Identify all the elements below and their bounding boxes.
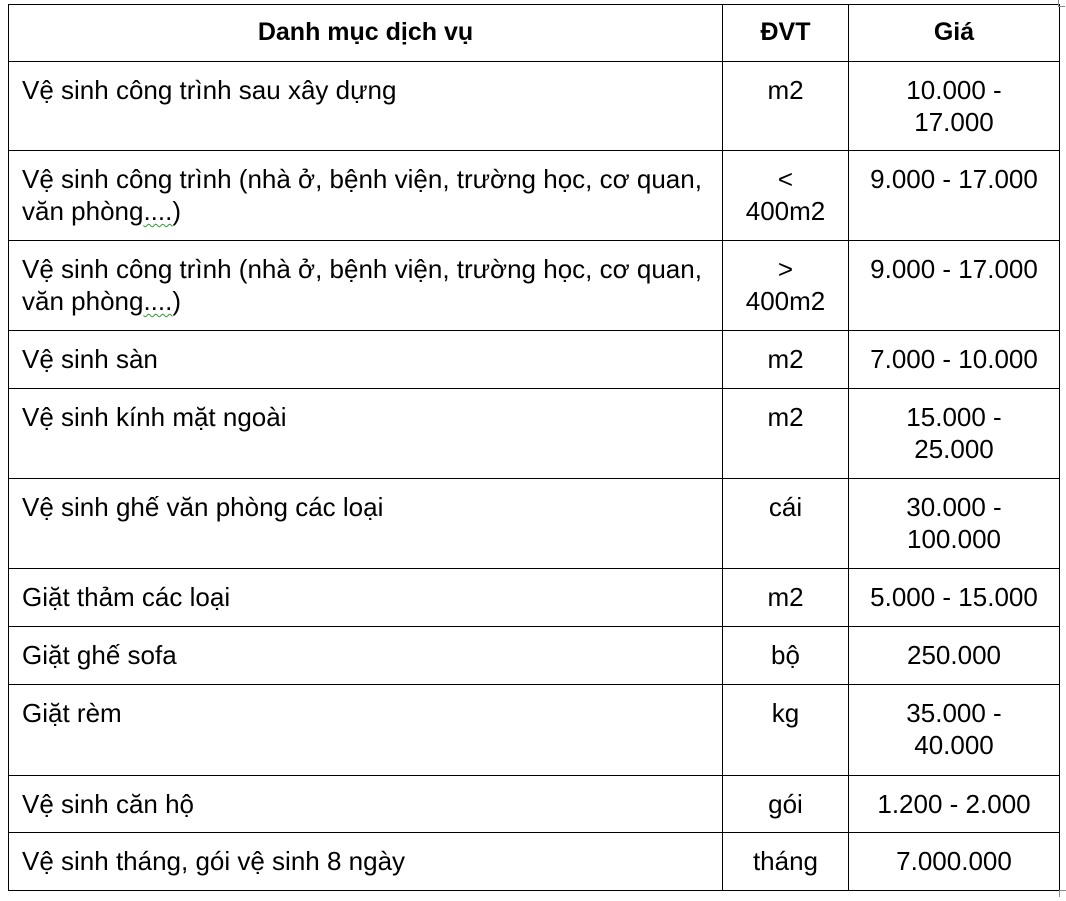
price-cell: 9.000 - 17.000 [849,241,1060,331]
unit-cell [723,151,849,241]
unit-cell: kg [723,685,849,776]
service-cell: Vệ sinh sàn [9,331,723,389]
spellcheck-ellipsis: .... [143,196,173,226]
unit-cell: m2 [723,569,849,627]
price-value: 35.000 - 40.000 [906,698,1002,760]
service-cell: Vệ sinh tháng, gói vệ sinh 8 ngày [9,833,723,891]
price-cell [849,389,1060,479]
service-cell: Vệ sinh căn hộ [9,776,723,833]
service-text-end: ) [172,196,182,226]
service-text-end: ) [172,286,182,316]
price-cell: 250.000 [849,627,1060,685]
unit-cell: m2 [723,62,849,151]
unit-cell: m2 [723,389,849,479]
price-cell: 1.200 - 2.000 [849,776,1060,833]
service-cell: Giặt rèm [9,685,723,776]
service-cell: Vệ sinh kính mặt ngoài [9,389,723,479]
header-service: Danh mục dịch vụ [9,5,723,62]
price-cell: 7.000 - 10.000 [849,331,1060,389]
unit-value: > 400m2 [745,254,826,316]
price-value: 30.000 - 100.000 [906,492,1002,554]
table-row [9,833,1060,891]
service-text: Vệ sinh công trình (nhà ở, bệnh viện, trường học, cơ quan, văn phòng [22,254,702,316]
service-cell: Giặt ghế sofa [9,627,723,685]
unit-value: < 400m2 [745,164,826,226]
unit-cell: cái [723,479,849,569]
table-resize-handle[interactable] [1059,890,1066,897]
table-row [9,479,1060,569]
service-cell [9,241,723,331]
table-row [9,389,1060,479]
table-row [9,569,1060,627]
unit-cell: m2 [723,331,849,389]
header-price: Giá [849,5,1060,62]
table-row [9,776,1060,833]
header-row [9,5,1060,62]
price-table [8,4,1060,891]
table-row [9,62,1060,151]
price-cell [849,479,1060,569]
table-row [9,685,1060,776]
table-row [9,331,1060,389]
service-cell: Vệ sinh ghế văn phòng các loại [9,479,723,569]
service-cell [9,151,723,241]
price-cell [849,685,1060,776]
spellcheck-ellipsis: .... [143,286,173,316]
unit-cell [723,241,849,331]
service-text: Vệ sinh công trình (nhà ở, bệnh viện, trường học, cơ quan, văn phòng [22,164,702,226]
table-row [9,241,1060,331]
header-unit: ĐVT [723,5,849,62]
service-cell: Vệ sinh công trình sau xây dựng [9,62,723,151]
unit-cell: tháng [723,833,849,891]
price-value: 15.000 - 25.000 [906,402,1002,464]
price-cell [849,62,1060,151]
selection-corner-mark [1058,0,1065,7]
table-row [9,151,1060,241]
table-row [9,627,1060,685]
price-value: 10.000 - 17.000 [906,75,1002,137]
unit-cell: bộ [723,627,849,685]
price-cell: 9.000 - 17.000 [849,151,1060,241]
unit-cell: gói [723,776,849,833]
price-cell: 7.000.000 [849,833,1060,891]
service-cell: Giặt thảm các loại [9,569,723,627]
price-cell: 5.000 - 15.000 [849,569,1060,627]
